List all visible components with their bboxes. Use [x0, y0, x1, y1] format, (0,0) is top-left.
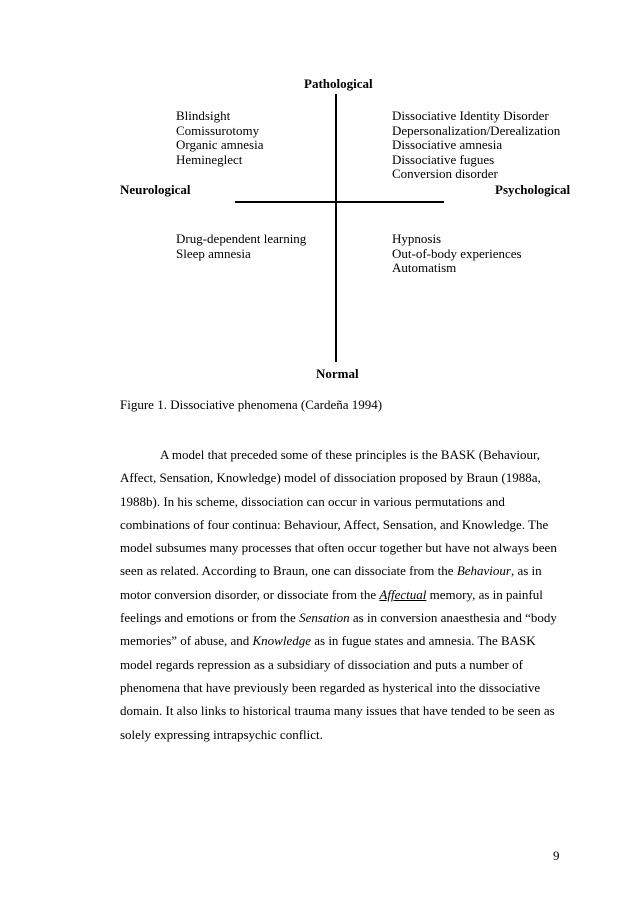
text-run: as in conversion anaesthesia and “body [349, 610, 557, 626]
text-run: as in fugue states and amnesia. The BASK [310, 633, 536, 649]
quadrant-top-right [392, 109, 560, 182]
text-run: seen as related. According to Braun, one can dissociate from the [120, 563, 457, 579]
emphasis-knowledge: Knowledge [252, 633, 311, 649]
paragraph-line: 1988b). In his scheme, dissociation can occur in various permutations and [120, 493, 505, 509]
paragraph-line [120, 583, 560, 606]
list-item: Hypnosis [392, 231, 442, 246]
text-run: memory, as in painful [426, 586, 543, 602]
paragraph-line: model regards repression as a subsidiary of dissociation and puts a number of [120, 656, 523, 672]
list-item: Conversion disorder [392, 166, 498, 181]
paragraph-line: model subsumes many processes that often occur together but have not always been [120, 540, 557, 556]
paragraph-line [120, 606, 560, 629]
list-item: Blindsight [176, 108, 231, 123]
list-item: Sleep amnesia [176, 245, 251, 261]
axis-label-normal: Normal [316, 366, 359, 381]
emphasis-affectual: Affectual [379, 586, 427, 602]
paragraph-line: combinations of four continua: Behaviour, Affect, Sensation, and Knowledge. The [120, 516, 549, 532]
text-run: feelings and emotions or from the [120, 610, 300, 626]
list-item: Out-of-body experiences [392, 245, 522, 261]
paragraph-line: domain. It also links to historical trauma many issues that have tended to be seen as [120, 703, 555, 719]
paragraph-line: solely expressing intrapsychic conflict. [120, 726, 323, 742]
list-item: Organic amnesia [176, 137, 264, 152]
axis-label-psychological: Psychological [495, 182, 571, 197]
paragraph-line [120, 629, 560, 652]
horizontal-axis-line [235, 201, 444, 203]
emphasis-behaviour: Behaviour [456, 563, 511, 579]
text-run: memories” of abuse, and [120, 633, 253, 649]
emphasis-sensation: Sensation [299, 610, 350, 626]
page-number: 9 [553, 848, 560, 863]
paragraph-line: A model that preceded some of these principles is the BASK (Behaviour, [160, 447, 541, 462]
paragraph-line: phenomena that have previously been regarded as hysterical into the dissociative [120, 679, 541, 695]
axis-label-pathological: Pathological [304, 76, 373, 91]
list-item: Automatism [392, 260, 457, 275]
text-run: motor conversion disorder, or dissociate from the [120, 586, 380, 602]
text-run: , as in [510, 563, 542, 579]
list-item: Dissociative fugues [392, 151, 495, 167]
list-item: Hemineglect [176, 151, 243, 167]
quadrant-top-left [176, 109, 263, 167]
list-item: Depersonalization/Derealization [392, 122, 561, 138]
list-item: Dissociative amnesia [392, 137, 503, 152]
axis-label-neurological: Neurological [120, 182, 191, 197]
figure-caption: Figure 1. Dissociative phenomena (Cardeña 1994) [120, 397, 383, 412]
list-item: Dissociative Identity Disorder [392, 108, 549, 123]
paragraph-line [120, 559, 560, 582]
vertical-axis-line [335, 94, 337, 362]
quadrant-bottom-left [176, 232, 306, 261]
paragraph-line: Affect, Sensation, Knowledge) model of dissociation proposed by Braun (1988a, [120, 470, 541, 486]
quadrant-bottom-right [392, 232, 522, 276]
list-item: Drug-dependent learning [176, 231, 307, 246]
body-paragraph [120, 443, 560, 746]
list-item: Comissurotomy [176, 122, 260, 138]
